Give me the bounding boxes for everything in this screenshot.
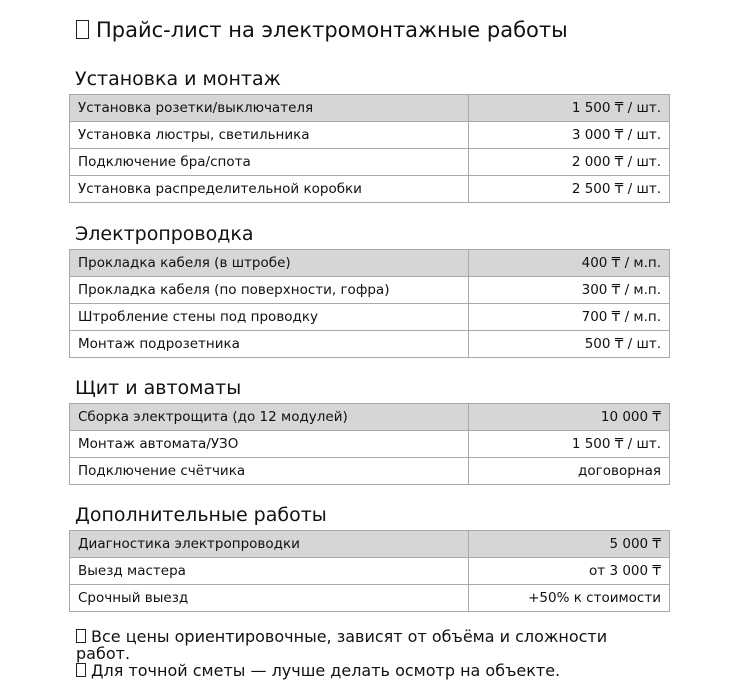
service-name: Выезд мастера [70, 558, 469, 585]
notes [76, 628, 636, 679]
service-price: 300 ₸ / м.п. [469, 277, 670, 304]
price-table [69, 94, 670, 203]
service-name: Сборка электрощита (до 12 модулей) [70, 404, 469, 431]
section-heading: Щит и автоматы [75, 377, 242, 399]
section-heading: Установка и монтаж [75, 68, 281, 90]
table-row [70, 458, 670, 485]
note-item [76, 662, 636, 679]
info-icon [76, 663, 86, 677]
price-table [69, 249, 670, 358]
section-additional [69, 503, 669, 612]
service-name: Подключение бра/спота [70, 149, 469, 176]
section-heading: Электропроводка [75, 223, 254, 245]
section-wiring [69, 222, 669, 358]
table-row [70, 95, 670, 122]
service-name: Подключение счётчика [70, 458, 469, 485]
service-name: Установка розетки/выключателя [70, 95, 469, 122]
section-panel [69, 376, 669, 485]
service-price: +50% к стоимости [469, 585, 670, 612]
table-row [70, 277, 670, 304]
table-row [70, 331, 670, 358]
service-name: Установка распределительной коробки [70, 176, 469, 203]
service-price: 2 000 ₸ / шт. [469, 149, 670, 176]
service-name: Прокладка кабеля (в штробе) [70, 250, 469, 277]
table-row [70, 250, 670, 277]
service-price: 2 500 ₸ / шт. [469, 176, 670, 203]
service-price: 700 ₸ / м.п. [469, 304, 670, 331]
note-text: Для точной сметы — лучше делать осмотр на объекте. [91, 661, 561, 680]
price-table [69, 530, 670, 612]
service-name: Монтаж автомата/УЗО [70, 431, 469, 458]
lightning-icon [76, 20, 89, 39]
page-title [76, 16, 568, 44]
service-price: 5 000 ₸ [469, 531, 670, 558]
service-name: Штробление стены под проводку [70, 304, 469, 331]
service-price: 1 500 ₸ / шт. [469, 95, 670, 122]
table-row [70, 149, 670, 176]
page-title-text: Прайс-лист на электромонтажные работы [96, 18, 568, 42]
pin-icon [76, 629, 86, 643]
table-row [70, 304, 670, 331]
section-heading: Дополнительные работы [75, 504, 327, 526]
service-price: 400 ₸ / м.п. [469, 250, 670, 277]
note-item [76, 628, 636, 662]
service-name: Диагностика электропроводки [70, 531, 469, 558]
table-row [70, 122, 670, 149]
service-name: Прокладка кабеля (по поверхности, гофра) [70, 277, 469, 304]
table-row [70, 558, 670, 585]
service-name: Монтаж подрозетника [70, 331, 469, 358]
service-price: договорная [469, 458, 670, 485]
service-price: 500 ₸ / шт. [469, 331, 670, 358]
section-installation [69, 67, 669, 203]
price-table [69, 403, 670, 485]
service-price: от 3 000 ₸ [469, 558, 670, 585]
table-row [70, 404, 670, 431]
note-text: Все цены ориентировочные, зависят от объёма и сложности работ. [76, 627, 608, 663]
service-name: Срочный выезд [70, 585, 469, 612]
table-row [70, 176, 670, 203]
table-row [70, 431, 670, 458]
service-price: 1 500 ₸ / шт. [469, 431, 670, 458]
service-name: Установка люстры, светильника [70, 122, 469, 149]
service-price: 10 000 ₸ [469, 404, 670, 431]
table-row [70, 585, 670, 612]
service-price: 3 000 ₸ / шт. [469, 122, 670, 149]
table-row [70, 531, 670, 558]
